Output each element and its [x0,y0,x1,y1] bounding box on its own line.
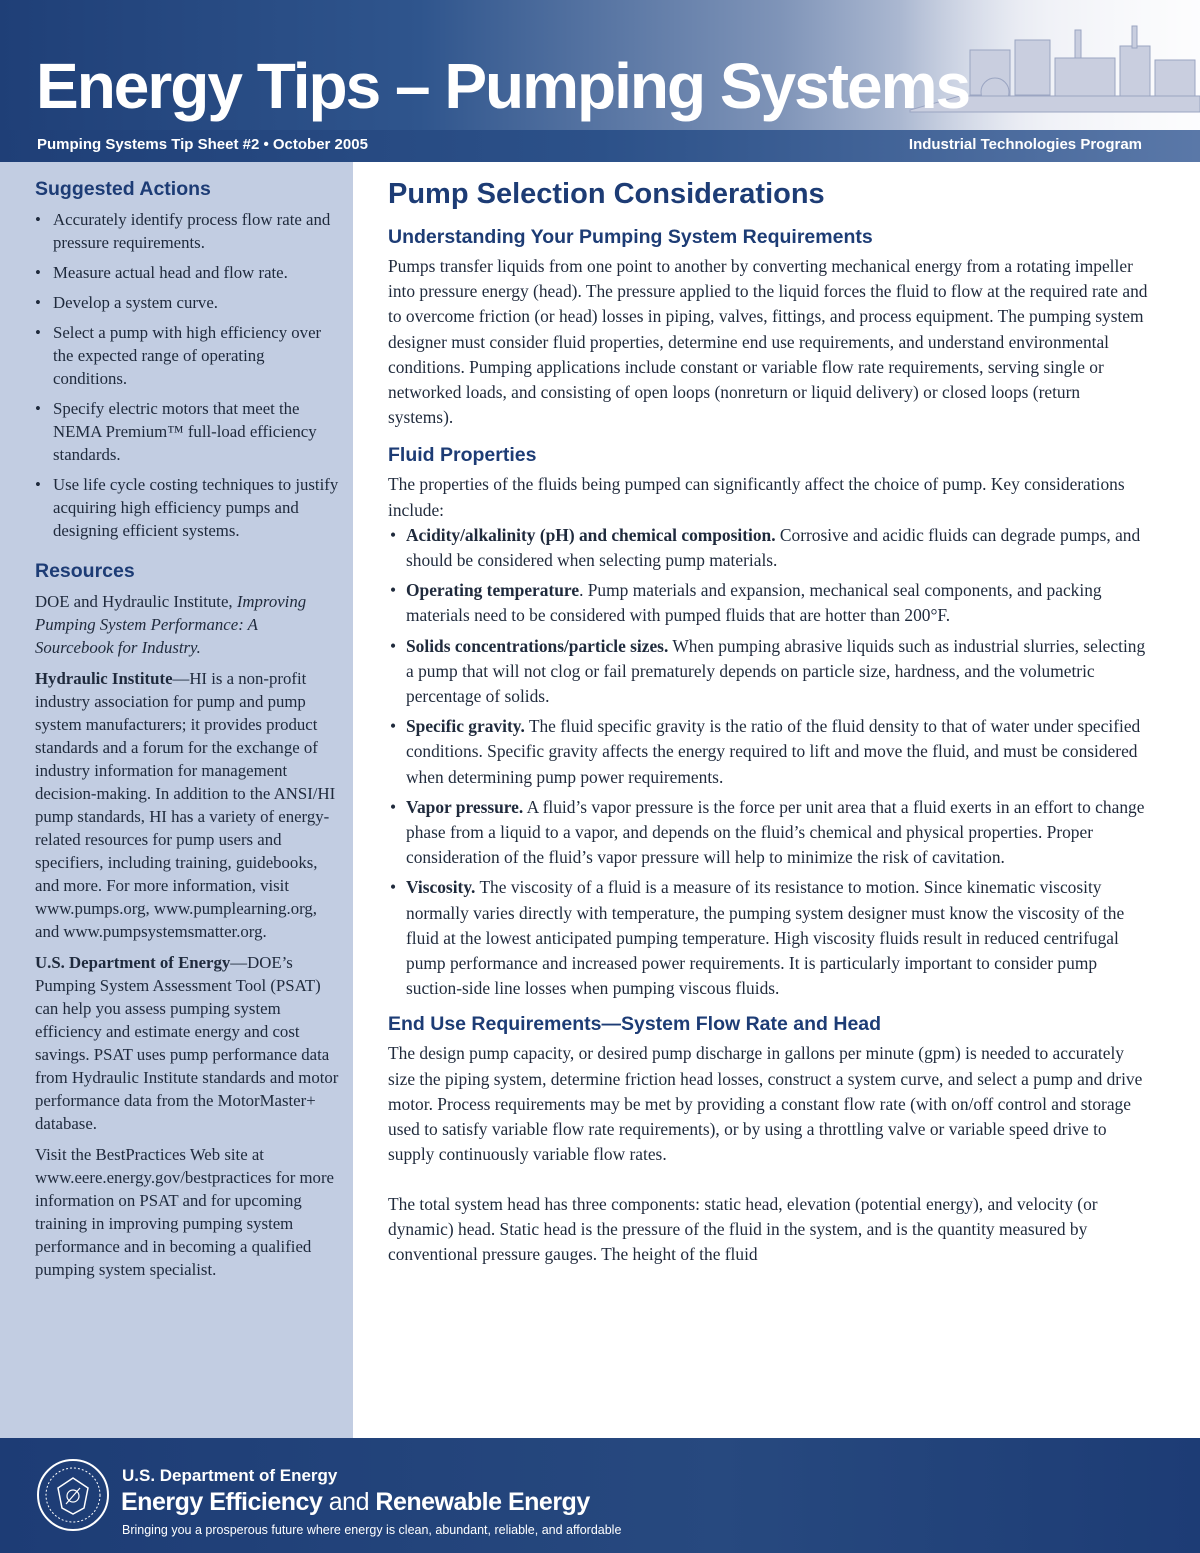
page-title: Energy Tips – Pumping Systems [36,50,970,122]
list-item-text: Corrosive and acidic fluids can degrade pumps, and should be considered when selecting pump materials. [406,524,1141,571]
resource-doe-name: U.S. Department of Energy [35,953,231,972]
resource-hi-text: —HI is a non-profit industry association for pump and pump system manufacturers; it provides product standards and a forum for the exchange of industry information for management decision-making. In addition to the ANSI/HI pump standards, HI has a variety of energy-related resources for pump users and specifiers, including training, guidebooks, and more. For more information, visit www.pumps.org, www.pumplearning.org, and www.pumpsystemsmatter.org. [35,669,336,941]
list-item [388,875,1148,1001]
eere-bold-2: Renewable Energy [375,1488,590,1516]
section-text-requirements: Pumps transfer liquids from one point to another by converting mechanical energy from a rotating impeller into pressure energy (head). The pressure applied to the liquid forces the fluid to flow at the required rate and to overcome friction (or head) losses in piping, valves, fittings, and process equipment. The pumping system designer must consider fluid properties, determine end use requirements, and understand environmental conditions. Pumping applications include constant or variable flow rate requirements, serving single or networked loads, and consisting of open loops (nonreturn or liquid delivery) or closed loops (return systems). [388,256,1148,428]
list-item: • Measure actual head and flow rate. [35,261,340,284]
section-heading-fluid-properties: Fluid Properties [388,444,537,467]
doe-seal-icon [36,1458,110,1532]
eere-bold-1: Energy Efficiency [121,1488,323,1516]
list-item: • Use life cycle costing techniques to justify acquiring high efficiency pumps and designing efficient systems. [35,473,340,542]
sidebar-content [35,176,340,1289]
section-heading-requirements: Understanding Your Pumping System Requirements [388,226,873,248]
main-content [388,172,1148,1267]
resource-hydraulic-institute [35,667,340,943]
fluid-properties-list [388,523,1148,1002]
list-item [388,523,1148,573]
list-item [388,634,1148,710]
suggested-actions-list [35,208,340,542]
list-item-term: Specific gravity. [406,716,525,737]
page-header [0,0,1200,162]
resource-sourcebook [35,590,340,659]
list-item-text: The viscosity of a fluid is a measure of its resistance to motion. Since kinematic viscosity normally varies directly with temperature, the pumping system designer must know the viscosity of the fluid at the lowest anticipated pumping temperature. High viscosity fluids result in reduced centrifugal pump performance and increased power requirements. It is particularly important to consider pump suction-side line losses when pumping viscous fluids. [406,877,1125,999]
list-item-term: Viscosity. [406,877,476,898]
resource-hi-name: Hydraulic Institute [35,669,173,688]
list-item [388,795,1148,871]
list-item [388,714,1148,790]
list-item: • Develop a system curve. [35,291,340,314]
sidebar [0,162,353,1438]
tip-sheet-label: Pumping Systems Tip Sheet #2 • October 2005 [37,136,368,153]
list-item [388,578,1148,628]
list-item: • Select a pump with high efficiency over the expected range of operating conditions. [35,321,340,390]
article-title: Pump Selection Considerations [388,178,825,210]
list-item-term: Solids concentrations/particle sizes. [406,635,669,656]
resource-doe [35,951,340,1135]
section-text-end-use: The design pump capacity, or desired pump discharge in gallons per minute (gpm) is needed to accurately size the piping system, determine friction head losses, construct a system curve, and select a pump and drive motor. Process requirements may be met by providing a constant flow rate (with on/off control and storage used to satisfy variable flow rate requirements), or by using a throttling valve or variable speed drive to supply continuously variable flow rates. [388,1043,1143,1165]
page-footer [0,1438,1200,1553]
eere-and: and [322,1488,376,1516]
list-item-text: The fluid specific gravity is the ratio of the fluid density to that of water under specified conditions. Specific gravity affects the energy required to lift and move the fluid, and must be considered when determining pump power requirements. [406,716,1141,787]
eere-logo-text [121,1488,590,1517]
resource-sourcebook-text: DOE and Hydraulic Institute, [35,592,233,611]
suggested-actions-heading: Suggested Actions [35,178,211,200]
resource-sourcebook-title: Improving Pumping System Performance: A Sourcebook for Industry. [35,592,307,657]
list-item-text: A fluid’s vapor pressure is the force per unit area that a fluid exerts in an effort to change phase from a liquid to a vapor, and depends on the fluid’s chemical and physical properties. Proper consideration of the fluid’s vapor pressure will help to minimize the risk of cavitation. [406,796,1145,868]
section-text-system-head: The total system head has three components: static head, elevation (potential energy), and velocity (or dynamic) head. Static head is the pressure of the fluid in the system, and is the quantity measured by conventional pressure gauges. The height of the fluid [388,1193,1098,1264]
resource-bestpractices: Visit the BestPractices Web site at www.eere.energy.gov/bestpractices for more information on PSAT and for upcoming training in improving pumping system performance and in becoming a qualified pumping system specialist. [35,1145,334,1279]
footer-tagline: Bringing you a prosperous future where energy is clean, abundant, reliable, and affordable [122,1523,622,1537]
doe-name: U.S. Department of Energy [122,1466,338,1485]
list-item-term: Operating temperature [406,580,580,601]
list-item-text: . Pump materials and expansion, mechanical seal components, and packing materials need to be considered with pumped fluids that are hotter than 200°F. [406,580,1102,626]
resource-doe-text: —DOE’s Pumping System Assessment Tool (PSAT) can help you assess pumping system efficiency and estimate energy and cost savings. PSAT uses pump performance data from Hydraulic Institute standards and motor performance data from the MotorMaster+ database. [35,953,339,1133]
section-heading-end-use: End Use Requirements—System Flow Rate and Head [388,1013,882,1036]
list-item-text: When pumping abrasive liquids such as industrial slurries, selecting a pump that will not clog or fail prematurely depends on particle size, hardness, and the volumetric percentage of solids. [406,635,1146,707]
list-item: • Accurately identify process flow rate and pressure requirements. [35,208,340,254]
section-intro-fluid-properties: The properties of the fluids being pumped can significantly affect the choice of pump. Key considerations include: [388,474,1125,520]
list-item-term: Acidity/alkalinity (pH) and chemical composition. [406,524,776,545]
list-item-term: Vapor pressure. [406,796,524,817]
resources-heading: Resources [35,560,135,582]
list-item: • Specify electric motors that meet the NEMA Premium™ full-load efficiency standards. [35,397,340,466]
program-label: Industrial Technologies Program [908,136,1142,153]
